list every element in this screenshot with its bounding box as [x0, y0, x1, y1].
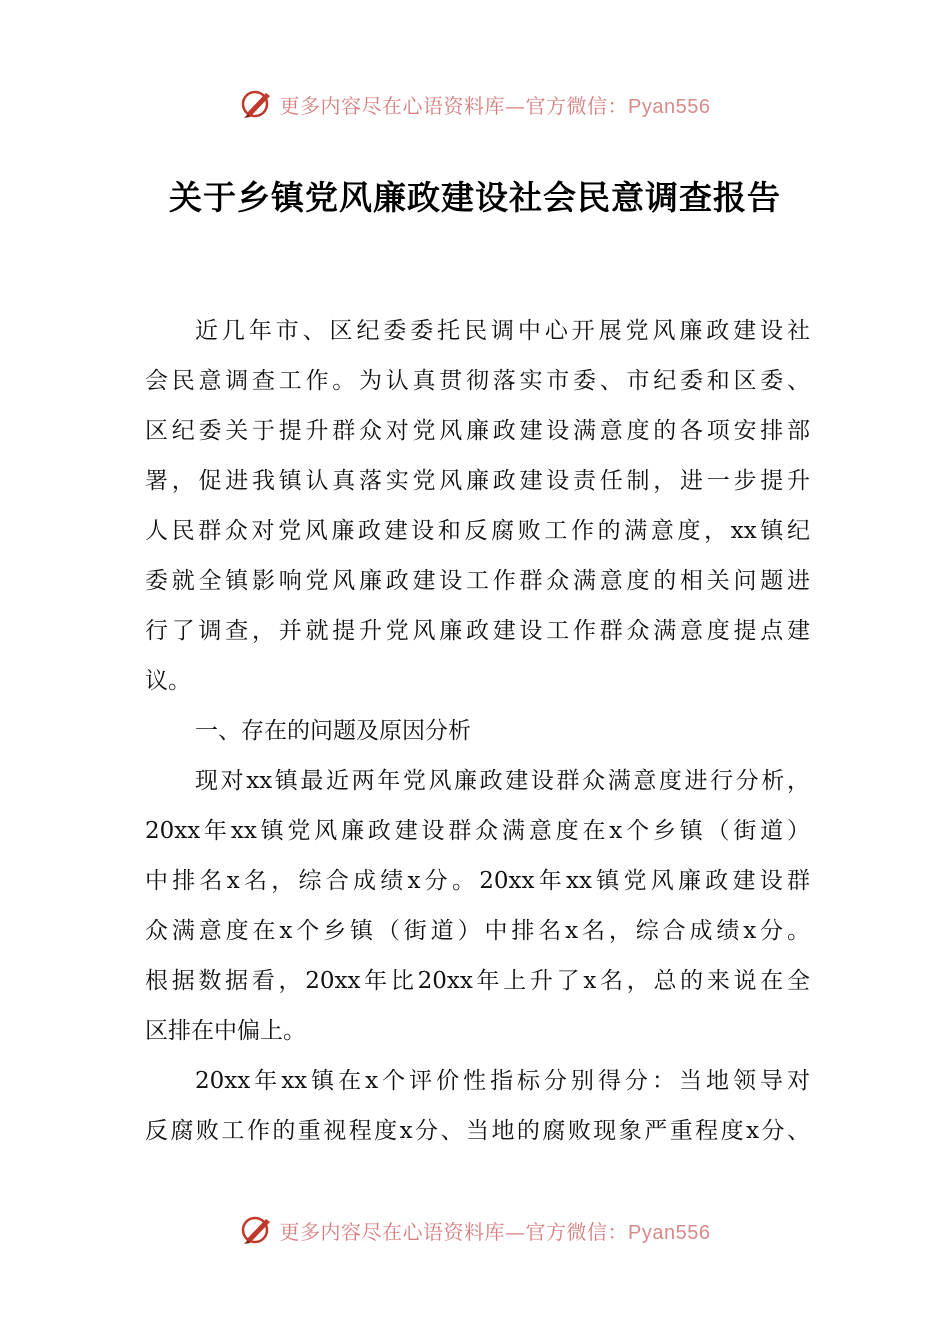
document-body: [145, 306, 810, 1156]
header-banner: [0, 84, 950, 124]
paragraph-line: 根据数据看，20xx年比20xx年上升了x名，总的来说在全: [145, 968, 810, 994]
paragraph-line: 众满意度在x个乡镇（街道）中排名x名，综合成绩x分。: [145, 918, 810, 944]
paragraph-line: 近几年市、区纪委委托民调中心开展党风廉政建设社: [195, 318, 810, 344]
paragraph-line: 中排名x名，综合成绩x分。20xx年xx镇党风廉政建设群: [145, 868, 810, 894]
paragraph-line: 区排在中偏上。: [145, 1018, 306, 1044]
paragraph-line: 反腐败工作的重视程度x分、当地的腐败现象严重程度x分、: [145, 1118, 810, 1144]
pen-circle-logo-icon: [240, 87, 274, 121]
paragraph-line: 20xx年xx镇党风廉政建设群众满意度在x个乡镇（街道）: [145, 818, 810, 844]
footer-banner-content: [240, 1213, 711, 1247]
paragraph-line: 行了调查，并就提升党风廉政建设工作群众满意度提点建: [145, 618, 810, 644]
paragraph-line: 现对xx镇最近两年党风廉政建设群众满意度进行分析，: [195, 768, 810, 794]
paragraph-line: 议。: [145, 668, 191, 694]
document-title: 关于乡镇党风廉政建设社会民意调查报告: [169, 178, 781, 217]
paragraph-line: 会民意调查工作。为认真贯彻落实市委、市纪委和区委、: [145, 368, 810, 394]
banner-brand: 更多内容尽在心语资料库—官方微信：: [279, 93, 629, 118]
banner-text: [280, 90, 711, 119]
banner-brand: 更多内容尽在心语资料库—官方微信：: [279, 1219, 629, 1244]
paragraph-line: 一、存在的问题及原因分析: [195, 718, 471, 744]
paragraph-line: 区纪委关于提升群众对党风廉政建设满意度的各项安排部: [145, 418, 810, 444]
paragraph-line: 20xx年xx镇在x个评价性指标分别得分：当地领导对: [195, 1068, 810, 1094]
paragraph-line: 委就全镇影响党风廉政建设工作群众满意度的相关问题进: [145, 568, 810, 594]
paragraph-line: 人民群众对党风廉政建设和反腐败工作的满意度，xx镇纪: [145, 518, 810, 544]
banner-text: [280, 1216, 711, 1245]
banner-wechat-id: Pyan556: [628, 95, 711, 118]
paragraph-line: 署，促进我镇认真落实党风廉政建设责任制，进一步提升: [145, 468, 810, 494]
banner-wechat-id: Pyan556: [628, 1221, 711, 1244]
footer-banner: [0, 1210, 950, 1250]
header-banner-content: [240, 87, 711, 121]
pen-circle-logo-icon: [240, 1213, 274, 1247]
